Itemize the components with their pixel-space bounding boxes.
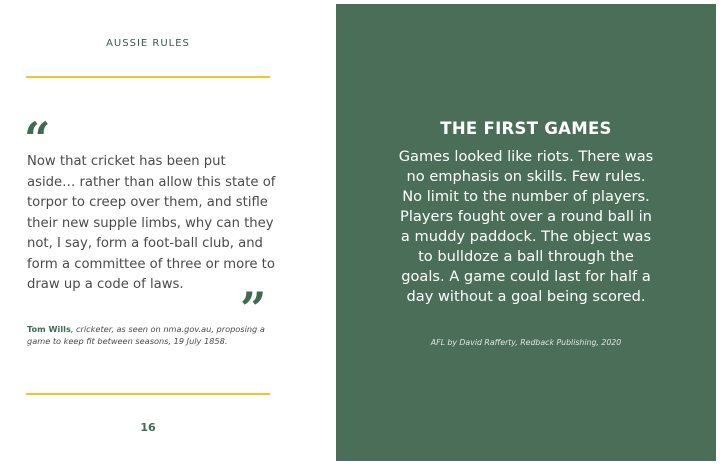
feature-panel <box>336 4 716 461</box>
running-head: AUSSIE RULES <box>106 38 190 49</box>
page-number: 16 <box>140 421 156 434</box>
quote-text: Now that cricket has been put aside… rather than allow this state of torpor to creep over them, and stifle their new supple limbs, why can they not, I say, form a foot-ball club, and form a committee of three or more to draw up a code of laws. <box>27 154 276 292</box>
quote-attribution <box>27 323 277 347</box>
panel-source: AFL by David Rafferty, Redback Publishing, 2020 <box>430 338 622 347</box>
panel-title: THE FIRST GAMES <box>440 119 612 138</box>
top-divider <box>26 76 270 78</box>
close-quote-mark: ” <box>240 282 267 336</box>
attribution-name: Tom Wills <box>27 324 71 334</box>
panel-body: Games looked like riots. There was no emphasis on skills. Few rules. No limit to the number of players. Players fought over a round ball in a muddy paddock. The object was to bulldoze a ball through the goals. A game could last for half a day without a goal being scored. <box>398 148 654 305</box>
left-page <box>0 0 336 468</box>
attribution-detail: , cricketer, as seen on nma.gov.au, proposing a game to keep fit between seasons, 19 July 1858. <box>27 324 265 346</box>
open-quote-mark: “ <box>24 112 51 166</box>
bottom-divider <box>26 393 270 395</box>
